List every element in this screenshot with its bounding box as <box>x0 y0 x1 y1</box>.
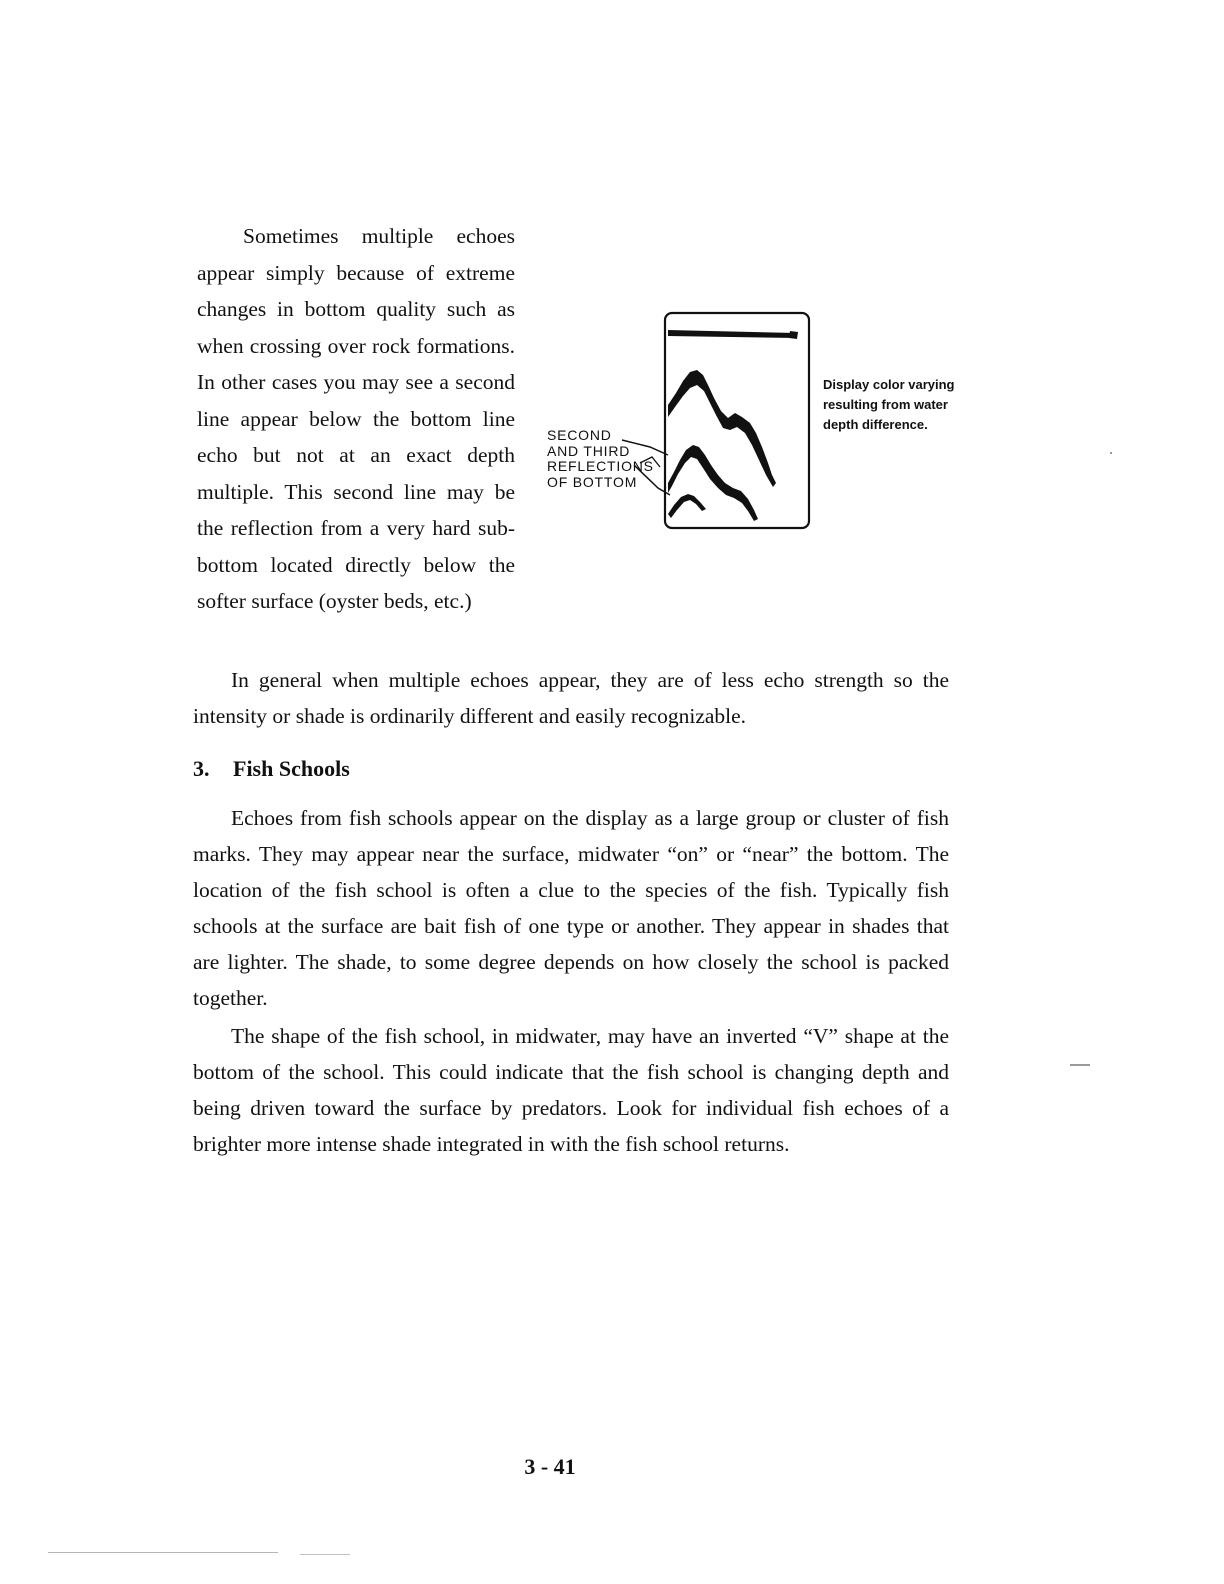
scan-artifact <box>1110 452 1112 454</box>
paragraph-general-text: In general when multiple echoes appear, they are of less echo strength so the intensity or shade is ordinarily different and easily recognizable. <box>193 668 949 728</box>
reflections-label-line: OF BOTTOM <box>547 473 638 490</box>
echo-display-figure <box>540 305 960 540</box>
scan-artifact <box>48 1552 278 1553</box>
bottom-echo-third <box>668 494 706 518</box>
left-column-paragraph <box>197 218 515 620</box>
reflections-label-line: REFLECTIONS <box>547 458 654 474</box>
page-number: 3 - 41 <box>524 1454 576 1479</box>
paragraph-fish-schools-2 <box>193 1018 949 1162</box>
reflections-label-line: SECOND <box>547 427 612 443</box>
paragraph-general <box>193 662 949 734</box>
left-column-text: Sometimes multiple echoes appear simply because of extreme changes in bottom quality such as when crossing over rock formations. In other cases you may see a second line appear below the bottom line echo but not at an exact depth multiple. This second line may be the reflection from a very hard sub-bottom located directly below the softer surface (oyster beds, etc.) <box>197 224 515 613</box>
bottom-echo-first <box>668 370 776 487</box>
scan-artifact <box>1070 1064 1090 1066</box>
paragraph-text: The shape of the fish school, in midwater, may have an inverted “V” shape at the bottom of the school. This could indicate that the fish school is changing depth and being driven toward the surface by predators. Look for individual fish echoes of a brighter more intense shade integrated in with the fish school returns. <box>193 1024 949 1156</box>
scan-artifact <box>300 1554 350 1555</box>
section-heading <box>193 756 350 782</box>
section-title: Fish Schools <box>233 756 350 781</box>
reflections-label-line: AND THIRD <box>547 442 631 459</box>
paragraph-fish-schools-1 <box>193 800 949 1016</box>
section-number: 3. <box>193 756 210 781</box>
paragraph-text: Echoes from fish schools appear on the display as a large group or cluster of fish marks. They may appear near the surface, midwater “on” or “near” the bottom. The location of the fish school is often a clue to the species of the fish. Typically fish schools at the surface are bait fish of one type or another. They appear in shades that are lighter. The shade, to some degree depends on how closely the school is packed together. <box>193 806 949 1010</box>
reflections-label <box>547 428 654 490</box>
bottom-echo-second <box>668 445 758 521</box>
zero-line <box>668 330 796 338</box>
display-color-caption: Display color varying resulting from water depth difference. <box>823 377 955 432</box>
